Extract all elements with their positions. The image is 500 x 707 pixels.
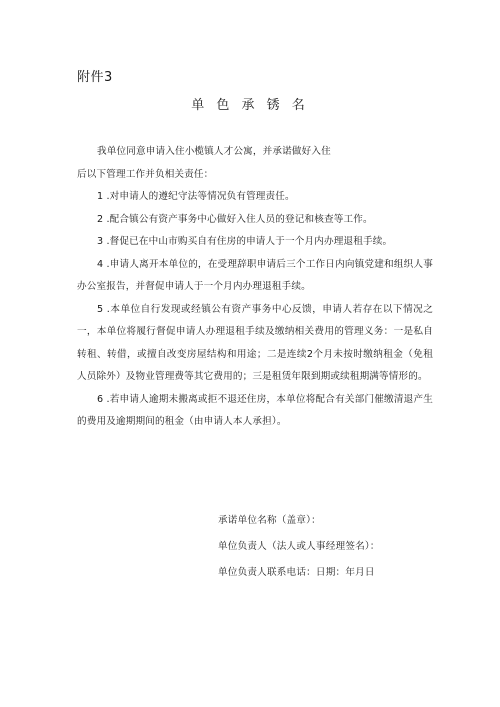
intro-paragraph-cont: 后以下管理工作并负相关责任： [77, 168, 214, 180]
commitment-item-6: 6 .若申请人逾期未搬离或拒不退还住房，本单位将配合有关部门催缴清退产生的费用及逾期期间的租金（由申请人本人承担）。 [77, 393, 433, 427]
unit-head-line: 单位负责人（法人或人事经理签名）： [218, 541, 380, 552]
unit-name-line: 承诺单位名称（盖章）： [218, 515, 321, 526]
intro-paragraph: 我单位同意申请入住小榄镇人才公寓，并承诺做好入住 [97, 146, 331, 157]
signature-block [218, 508, 380, 586]
document-title: 单 色 承 锈 名 [191, 98, 309, 113]
commitment-item-3: 3 .督促已在中山市购买自有住房的申请人于一个月内办理退租手续。 [97, 236, 393, 247]
commitment-item-5: 5 .本单位自行发现或经镇公有资产事务中心反馈，申请人若存在以下情况之一，本单位将履行督促申请人办理退租手续及缴纳相关费用的管理义务：一是私自转租、转借，或擅自改变房屋结构和用途；二是连续2个月未按时缴纳租金（免租人员除外）及物业管理费等其它费用的；三是租赁年限到期或续租期满等情形的。 [77, 303, 433, 382]
unit-phone-date-line: 单位负责人联系电话：日期：年月日 [218, 567, 375, 578]
attachment-label: 附件3 [77, 70, 113, 85]
commitment-body [77, 141, 433, 434]
commitment-item-2: 2 .配合镇公有资产事务中心做好入住人员的登记和核查等工作。 [97, 213, 373, 225]
commitment-item-4: 4 .申请人离开本单位的，在受理辞职申请后三个工作日内向镇党建和组织人事办公室报告，并督促申请人于一个月内办理退租手续。 [77, 258, 433, 292]
commitment-item-1: 1 .对申请人的遵纪守法等情况负有管理责任。 [97, 191, 295, 202]
